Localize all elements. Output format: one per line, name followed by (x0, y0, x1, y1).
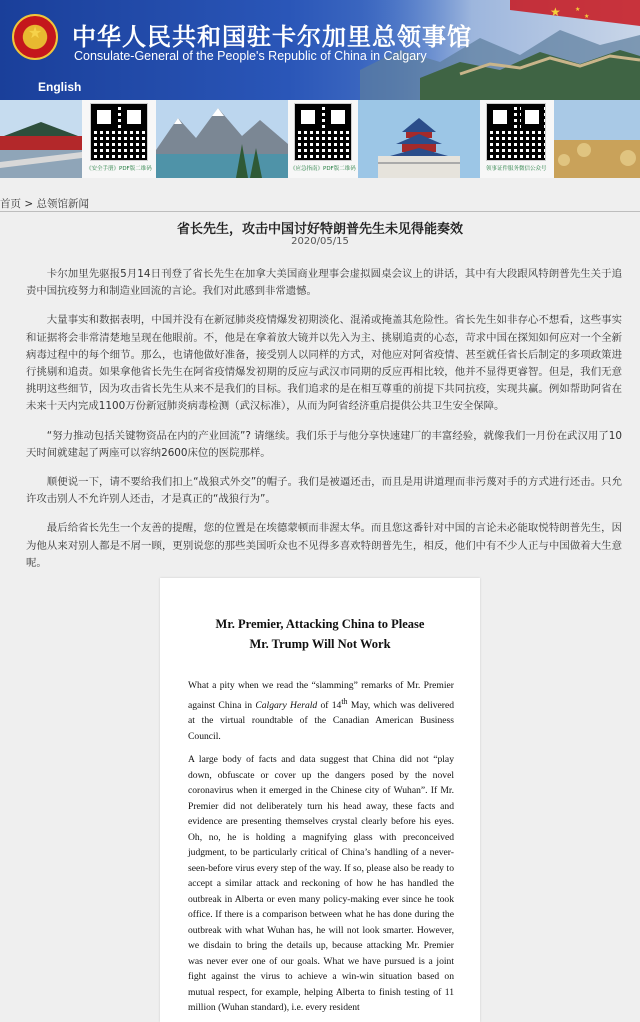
letter-paragraph: A large body of facts and data suggest that China did not “play down, obfuscate or cover up the dangers posed by the novel coronavirus when it emerged in the Chinese city of Wuhan”. If Mr. Premier did not deliberately turn his head away, these facts and evidence are presenting themselves crystal clearly before his eyes. Oh, no, he is holding a magnifying glass with preconceived judgment, to be particularly critical of China’s handling of a never-seen-before virus every step of the way. If so, please also be ready to accept a similar attack and reckoning of how he has handled the outbreak in Alberta or even many policy-making ever since he took office. If there is a comparison between what he has done during the outbreak with what Wuhan has, he will not look smarter. However, we disdain to bring the details up, because attacking Mr. Premier was never ever one of our goals. What we have pursued is a joint fight against the virus to achieve a win-win situation based on mutual respect, for example, helping Alberta to finish testing of 11 million (Wuhan standard), i.e. every resident (188, 754, 454, 1014)
english-language-link[interactable]: English (38, 80, 82, 94)
breadcrumb-divider (0, 211, 640, 212)
article-paragraph: 卡尔加里先驱报5月14日刊登了省长先生在加拿大美国商业理事会虚拟圆桌会议上的讲话，其中有大段跟风特朗普先生关于追责中国抗疫努力和制造业回流的言论。我们对此感到非常遗憾。 (26, 268, 622, 298)
qr-caption: 领事证件服务微信公众号 (486, 166, 547, 172)
mountain-lake-photo (156, 100, 288, 178)
svg-text:★: ★ (550, 5, 561, 19)
article-body (26, 266, 622, 584)
letter-p1-text-c: May, which was delivered at the virtual roundtable of the Canadian American Business Council. (188, 699, 455, 742)
letter-body (188, 678, 454, 1022)
letter-p1-source: Calgary Herald (255, 699, 318, 711)
breadcrumb-section-link[interactable]: 总领馆新闻 (36, 198, 89, 210)
breadcrumb-home-link[interactable]: 首页 (0, 198, 21, 210)
site-header (0, 0, 640, 100)
english-letter-image (160, 578, 480, 1022)
letter-p1-text-a: What a pity when we read the “slamming” remarks of Mr. Premier against China in (188, 680, 454, 711)
svg-text:★: ★ (584, 13, 590, 20)
letter-p1-sup: th (341, 696, 348, 706)
breadcrumb (0, 196, 89, 211)
national-emblem-icon: ★ (12, 14, 58, 60)
photo-qr-strip (0, 100, 640, 178)
letter-paragraph (188, 678, 454, 744)
qr-caption: 《安全手册》PDF版二维码 (86, 166, 152, 172)
qr-tile-2 (290, 100, 356, 178)
qr-code-icon[interactable] (90, 103, 148, 161)
article-paragraph: 大量事实和数据表明，中国并没有在新冠肺炎疫情爆发初期淡化、混淆或掩盖其危险性。省长先生如非存心不想看，这些事实和证据将会非常清楚地呈现在他眼前。不，他是在拿着放大镜并以先入为主、挑剔追责的心态，苛求中国在探知如何应对一个全新病毒过程中的每个细节。那么，也请他做好准备，接受别人以同样的方式，对他应对阿省疫情、甚至就任省长后制定的多项政策进行挑剔和追责。如果拿他省长先生在阿省疫情爆发初期的反应与武汉市同期的反应再相比较，他并不显得更睿智。但是，我们无意挑明这些细节，因为攻击省长先生从来不是我们的目标。我们追求的是在相互尊重的前提下共同抗疫，实现共赢。例如帮助阿省在未来十天内完成1100万份新冠肺炎病毒检测（武汉标准），从而为阿省经济重启提供公共卫生安全保障。 (26, 314, 622, 413)
temple-of-heaven-photo (358, 100, 480, 178)
prairie-hay-bales-photo (554, 100, 640, 178)
site-title-english: Consulate-General of the People's Republic of China in Calgary (74, 49, 427, 63)
letter-title-line-1: Mr. Premier, Attacking China to Please (215, 617, 425, 631)
qr-tile-3 (480, 100, 552, 178)
article-paragraph: 最后给省长先生一个友善的提醒，您的位置是在埃德蒙顿而非渥太华。而且您这番针对中国的言论未必能取悦特朗普先生，因为他从来对别人都是不屑一顾，更别说您的那些美国听众也不见得多喜欢特朗普先生，相反，他们中有不少人正与中国做着大生意呢。 (26, 522, 622, 569)
letter-title-line-2: Mr. Trump Will Not Work (249, 637, 391, 651)
letter-p1-text-b: of 14 (317, 699, 342, 711)
qr-tile-1 (84, 100, 154, 178)
qr-caption: 《应急指南》PDF版二维码 (290, 166, 356, 172)
site-title-chinese: 中华人民共和国驻卡尔加里总领事馆 (72, 23, 472, 51)
article-date: 2020/05/15 (291, 236, 349, 247)
letter-title (160, 614, 480, 654)
article-title: 省长先生，攻击中国讨好特朗普先生未见得能奏效 (176, 222, 463, 237)
palace-photo (0, 100, 82, 178)
svg-text:★: ★ (575, 6, 581, 13)
qr-code-icon[interactable] (294, 103, 352, 161)
article-paragraph: “努力推动包括关键物资品在内的产业回流”? 请继续。我们乐于与他分享快速建厂的丰富经验，就像我们一月份在武汉用了10天时间就建起了两座可以容纳2600床位的医院那样。 (26, 429, 622, 459)
breadcrumb-separator: > (21, 198, 37, 210)
qr-code-icon[interactable] (486, 103, 546, 161)
article-paragraph: 顺便说一下，请不要给我们扣上“战狼式外交”的帽子。我们是被逼还击，而且是用讲道理而非污蔑对手的方式进行还击。只允许攻击别人不允许别人还击，才是真正的“战狼行为”。 (26, 476, 622, 506)
